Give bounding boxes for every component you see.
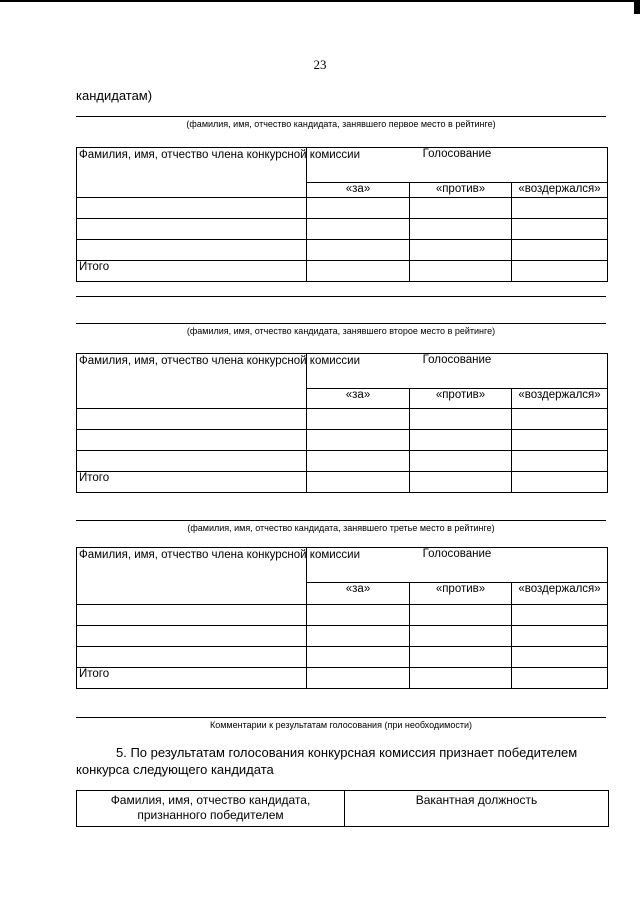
paragraph-5: 5. По результатам голосования конкурсная комиссия признает победителем конкурса следующего кандидата (76, 745, 578, 777)
table-row (77, 430, 608, 451)
header-for: «за» (307, 183, 410, 198)
table-row (77, 219, 608, 240)
separator-line (76, 296, 606, 297)
header-against: «против» (410, 583, 512, 605)
header-member-name: Фамилия, имя, отчество члена конкурсной комиссии (77, 148, 307, 198)
total-row (77, 261, 608, 282)
page-corner-mark (634, 0, 640, 14)
page-number: 23 (313, 57, 327, 72)
total-label: Итого (77, 668, 307, 689)
header-for: «за» (307, 583, 410, 605)
header-vacant-position: Вакантная должность (345, 791, 609, 827)
header-member-name: Фамилия, имя, отчество члена конкурсной комиссии (77, 354, 307, 409)
table-row (77, 647, 608, 668)
table-row (77, 626, 608, 647)
candidate-3-line (76, 520, 606, 521)
header-voting: Голосование (307, 354, 608, 389)
candidate-3-caption: (фамилия, имя, отчество кандидата, занявшего третье место в рейтинге) (187, 523, 495, 533)
comments-line (76, 717, 606, 718)
table-row (77, 198, 608, 219)
comments-caption: Комментарии к результатам голосования (при необходимости) (209, 720, 473, 730)
table-row (77, 409, 608, 430)
table-row (77, 240, 608, 261)
total-label: Итого (77, 472, 307, 493)
header-abstain: «воздержался» (512, 389, 608, 409)
candidate-2-caption: (фамилия, имя, отчество кандидата, занявшего второе место в рейтинге) (186, 326, 496, 336)
vote-table-2 (76, 353, 608, 493)
intro-text: кандидатам) (76, 88, 153, 103)
total-row (77, 668, 608, 689)
total-row (77, 472, 608, 493)
candidate-1-caption: (фамилия, имя, отчество кандидата, занявшего первое место в рейтинге) (186, 119, 496, 129)
candidate-2-line (76, 323, 606, 324)
header-member-name: Фамилия, имя, отчество члена конкурсной комиссии (77, 548, 307, 605)
winner-table (76, 790, 609, 827)
table-row (77, 605, 608, 626)
header-against: «против» (410, 183, 512, 198)
page-top-edge (0, 0, 640, 2)
vote-table-3 (76, 547, 608, 689)
vote-table-1 (76, 147, 608, 282)
header-winner-name: Фамилия, имя, отчество кандидата, признанного победителем (77, 791, 345, 827)
header-voting: Голосование (307, 548, 608, 583)
header-voting: Голосование (307, 148, 608, 183)
header-against: «против» (410, 389, 512, 409)
candidate-1-line (76, 116, 606, 117)
header-abstain: «воздержался» (512, 183, 608, 198)
table-row (77, 451, 608, 472)
header-for: «за» (307, 389, 410, 409)
header-abstain: «воздержался» (512, 583, 608, 605)
total-label: Итого (77, 261, 307, 282)
